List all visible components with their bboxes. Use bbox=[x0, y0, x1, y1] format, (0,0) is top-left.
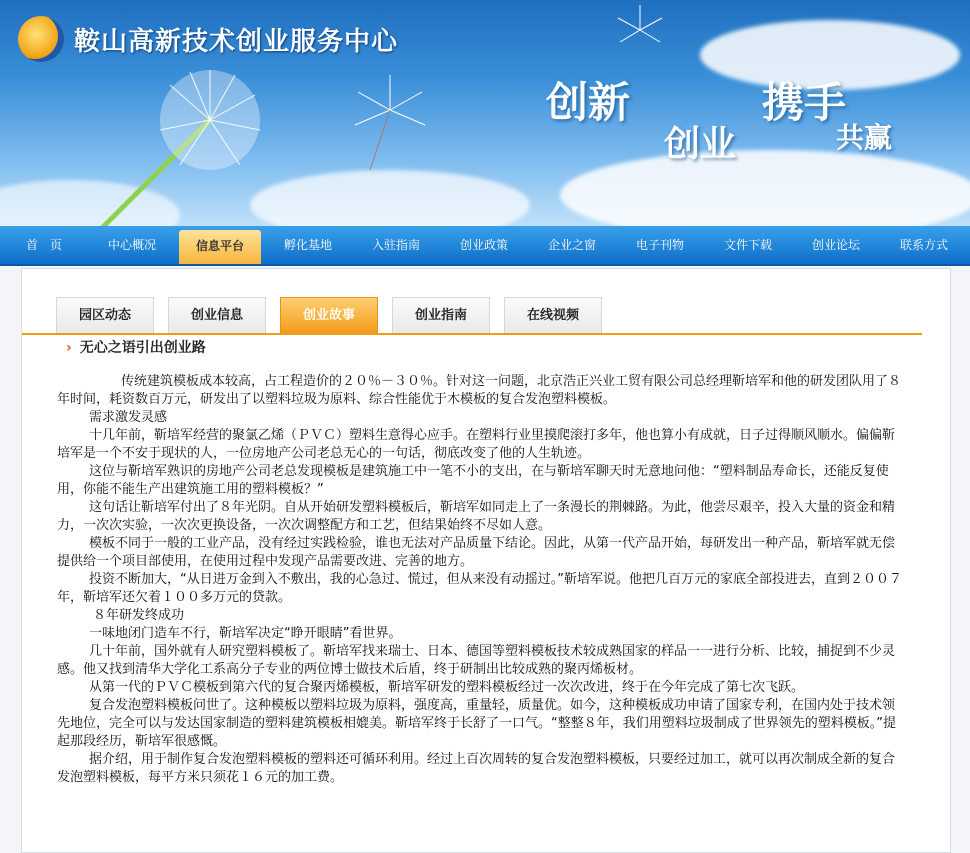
dandelion-illustration bbox=[60, 50, 320, 226]
tab-park-news[interactable]: 园区动态 bbox=[56, 297, 154, 334]
article-paragraph: 从第一代的ＰＶＣ模板到第六代的复合聚丙烯模板，靳培军研发的塑料模板经过一次次改进，终于在今年完成了第七次飞跃。 bbox=[89, 680, 805, 695]
article-subheading: 需求激发灵感 bbox=[89, 410, 168, 425]
article-title bbox=[66, 337, 206, 357]
nav-info-platform[interactable]: 信息平台 bbox=[179, 230, 261, 264]
article-paragraph: 一味地闭门造车不行，靳培军决定“睁开眼睛”看世界。 bbox=[89, 626, 402, 641]
tab-startup-info[interactable]: 创业信息 bbox=[168, 297, 266, 334]
logo-icon bbox=[18, 16, 64, 62]
seed-icon bbox=[600, 0, 680, 60]
nav-contact[interactable]: 联系方式 bbox=[899, 238, 948, 252]
slogan-innovation: 创新 bbox=[546, 78, 631, 127]
nav-file-download[interactable]: 文件下载 bbox=[723, 238, 772, 252]
article-title-text: 无心之语引出创业路 bbox=[79, 340, 206, 356]
header-banner bbox=[0, 0, 970, 226]
nav-startup-forum[interactable]: 创业论坛 bbox=[811, 238, 860, 252]
nav-incubation-base[interactable]: 孵化基地 bbox=[283, 238, 332, 252]
content-panel bbox=[21, 268, 951, 853]
article-paragraph: 这句话让靳培军付出了８年光阴。自从开始研发塑料模板后，靳培军如同走上了一条漫长的荆棘路。为此，他尝尽艰辛，投入大量的资金和精力，一次次实验，一次次更换设备，一次次调整配方和工艺，但结果始终不尽如人意。 bbox=[57, 500, 896, 533]
nav-startup-policy[interactable]: 创业政策 bbox=[459, 238, 508, 252]
seed-icon bbox=[330, 70, 450, 180]
article-paragraph: 模板不同于一般的工业产品，没有经过实践检验，谁也无法对产品质量下结论。因此，从第一代产品开始，每研发出一种产品，靳培军就无偿提供给一个项目部使用，在使用过程中发现产品需要改进、完善的地方。 bbox=[57, 536, 896, 569]
slogan-entrepreneurship: 创业 bbox=[664, 123, 737, 165]
cloud bbox=[560, 150, 970, 226]
logo-text: 鞍山高新技术创业服务中心 bbox=[74, 26, 399, 57]
chevron-right-icon: › bbox=[66, 340, 72, 356]
article-paragraph: 传统建筑模板成本较高，占工程造价的２０％－３０％。针对这一问题，北京浩正兴业工贸有限公司总经理靳培军和他的研发团队用了８年时间，耗资数百万元，研发出了以塑料垃圾为原料、综合性能优于木模板的复合发泡塑料模板。 bbox=[57, 374, 902, 407]
slogan-win-win: 共赢 bbox=[836, 121, 893, 154]
nav-center-overview[interactable]: 中心概况 bbox=[107, 238, 156, 252]
nav-e-publication[interactable]: 电子刊物 bbox=[635, 238, 684, 252]
main-nav bbox=[0, 226, 970, 266]
nav-enterprise-window[interactable]: 企业之窗 bbox=[547, 238, 596, 252]
article-body bbox=[57, 373, 907, 787]
tab-startup-guide[interactable]: 创业指南 bbox=[392, 297, 490, 334]
article-paragraph: 十几年前，靳培军经营的聚氯乙烯（ＰＶＣ）塑料生意得心应手。在塑料行业里摸爬滚打多年，他也算小有成就，日子过得顺风顺水。偏偏靳培军是一个不安于现状的人，一位房地产公司老总无心的一句话，彻底改变了他的人生轨迹。 bbox=[57, 428, 896, 461]
tab-underline bbox=[22, 333, 922, 335]
article-paragraph: 几十年前，国外就有人研究塑料模板了。靳培军找来瑞士、日本、德国等塑料模板技术较成熟国家的样品一一进行分析、比较，捕捉到不少灵感。他又找到清华大学化工系高分子专业的两位博士做技术后盾，终于研制出比较成熟的聚丙烯板材。 bbox=[57, 644, 896, 677]
tab-online-video[interactable]: 在线视频 bbox=[504, 297, 602, 334]
article-paragraph: 复合发泡塑料模板问世了。这种模板以塑料垃圾为原料，强度高，重量轻，质量优。如今，这种模板成功申请了国家专利，在国内处于技术领先地位，完全可以与发达国家制造的塑料建筑模板相媲美。靳培军终于长舒了一口气。“整整８年，我们用塑料垃圾制成了世界领先的塑料模板。”提起那段经历，靳培军很感慨。 bbox=[57, 698, 896, 749]
nav-home[interactable]: 首 页 bbox=[25, 238, 62, 252]
nav-entry-guide[interactable]: 入驻指南 bbox=[371, 238, 420, 252]
article-paragraph: 这位与靳培军熟识的房地产公司老总发现模板是建筑施工中一笔不小的支出，在与靳培军聊天时无意地问他：“塑料制品寿命长，还能反复使用，你能不能生产出建筑施工用的塑料模板？” bbox=[57, 464, 889, 497]
tab-startup-stories[interactable]: 创业故事 bbox=[280, 297, 378, 334]
article-paragraph: 投资不断加大，“从日进万金到入不敷出，我的心急过、慌过，但从来没有动摇过。”靳培军说。他把几百万元的家底全部投进去，直到２００７年，靳培军还欠着１００多万元的贷款。 bbox=[57, 572, 902, 605]
sub-tabs bbox=[56, 297, 616, 334]
slogan-together: 携手 bbox=[762, 78, 847, 127]
article-subheading: ８年研发终成功 bbox=[93, 608, 185, 623]
logo[interactable] bbox=[18, 16, 398, 62]
article-paragraph: 据介绍，用于制作复合发泡塑料模板的塑料还可循环利用。经过上百次周转的复合发泡塑料模板，只要经过加工，就可以再次制成全新的复合发泡塑料模板，每平方米只须花１６元的加工费。 bbox=[57, 752, 896, 785]
